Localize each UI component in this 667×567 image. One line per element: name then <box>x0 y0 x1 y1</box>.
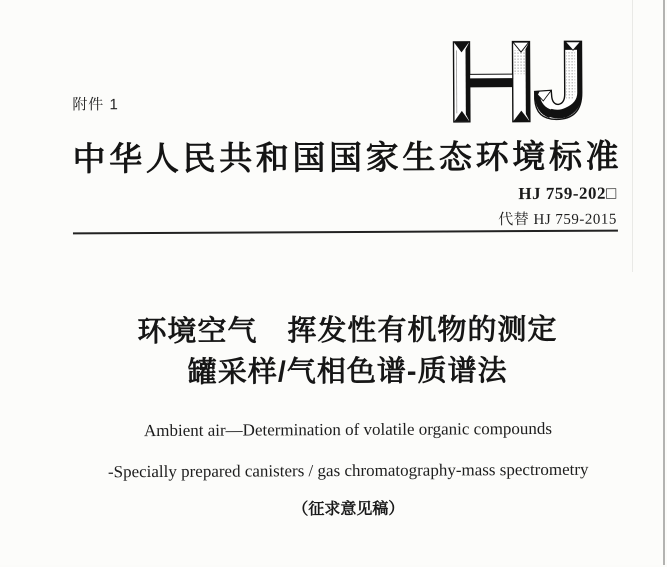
title-cn-line1: 环境空气 挥发性有机物的测定 <box>40 312 654 350</box>
header-rule <box>73 230 618 235</box>
hj-logo-graphic <box>451 37 597 124</box>
standard-number: HJ 759-202□ <box>518 184 617 205</box>
title-en-line2: -Specially prepared canisters / gas chromatography-mass spectrometry <box>21 459 667 482</box>
replaces-note: 代替 HJ 759-2015 <box>498 208 617 230</box>
draft-note: （征求意见稿） <box>41 494 655 520</box>
hj-logo-text <box>451 123 452 124</box>
title-en-line1: Ambient air—Determination of volatile organic compounds <box>21 418 667 441</box>
standard-org-title: 中华人民共和国国家生态环境标准 <box>72 140 618 181</box>
hj-logo <box>451 37 597 124</box>
title-cn-line2: 罐采样/气相色谱-质谱法 <box>41 353 655 391</box>
attachment-label: 附件 1 <box>72 93 119 114</box>
